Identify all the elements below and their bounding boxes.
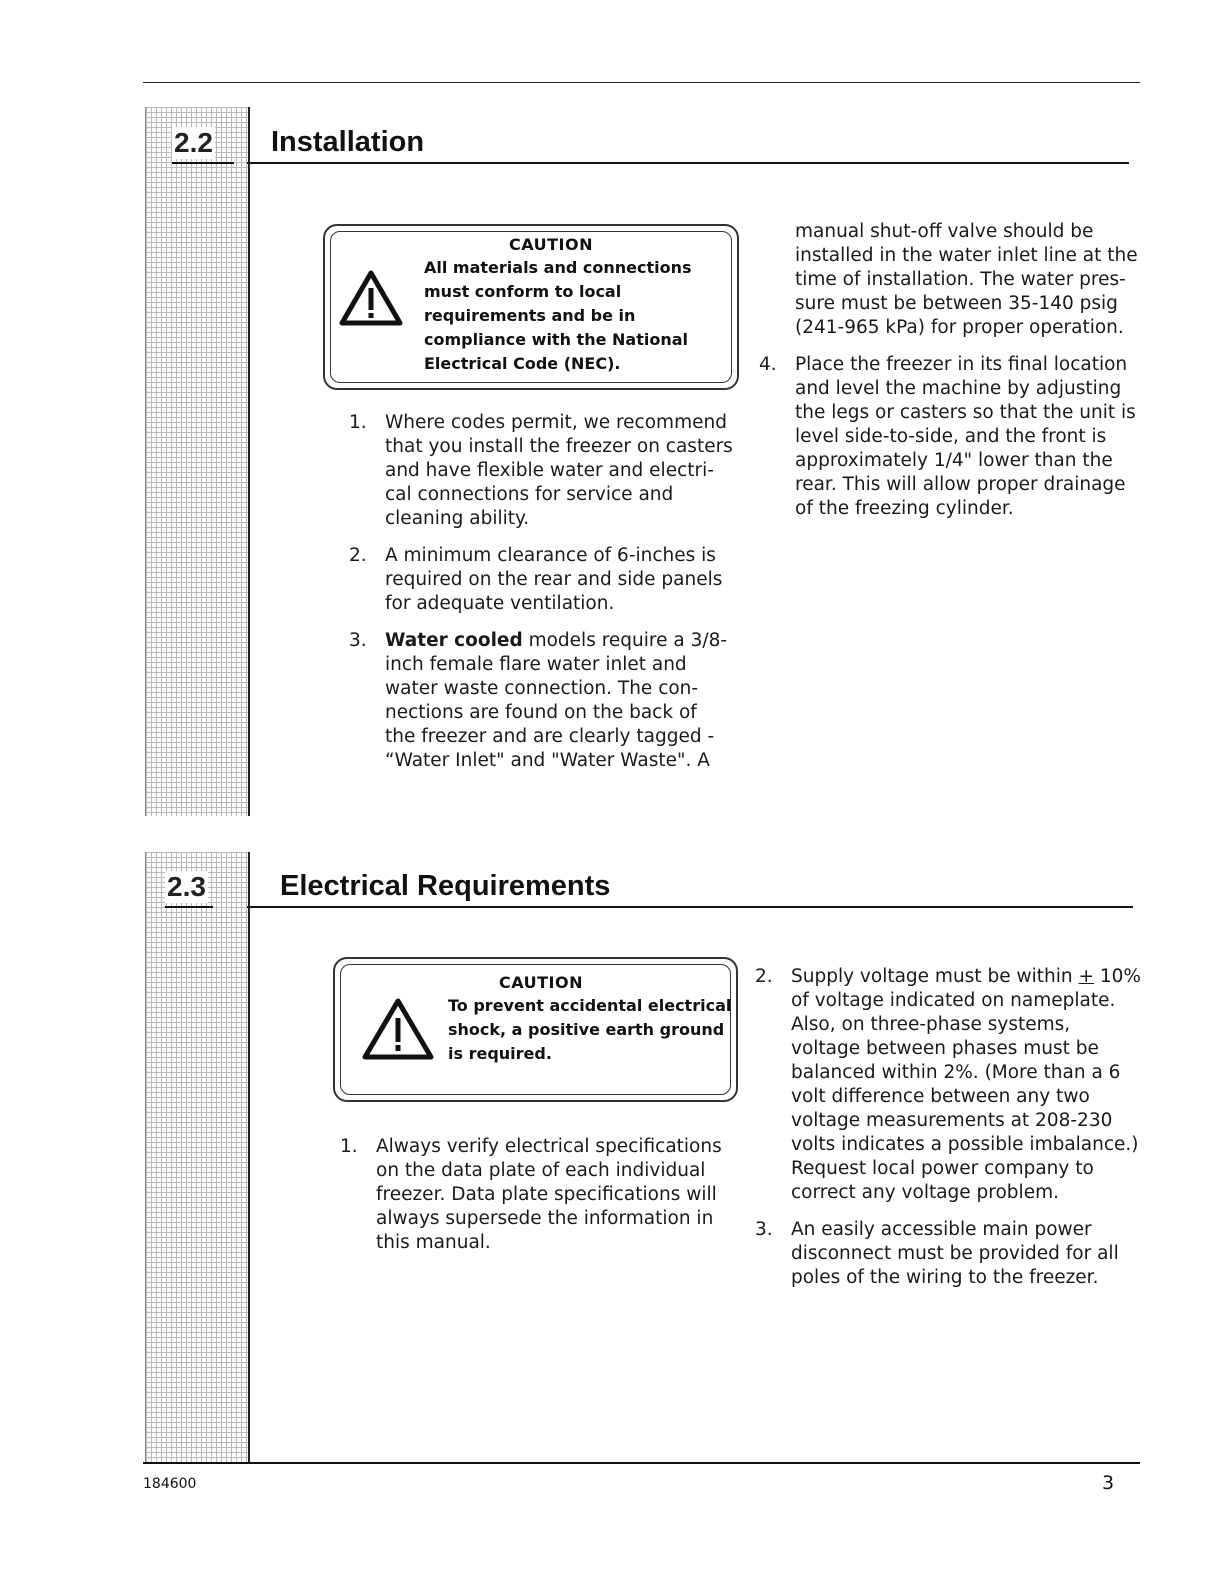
section-number-underline xyxy=(165,906,213,908)
list-item: 1. Where codes permit, we recommend that you install the freezer on casters and have flexible water and electri- cal connections for service and cleaning ability. xyxy=(349,412,733,529)
list-item: 1. Always verify electrical specifications on the data plate of each individual freezer. Data plate specifications will always supersede the information in this manual. xyxy=(340,1136,722,1253)
installation-list-right xyxy=(759,353,1149,534)
caution-title: CAUTION xyxy=(509,235,593,254)
caution-box xyxy=(323,224,739,390)
document-code: 184600 xyxy=(143,1476,197,1492)
installation-list-left xyxy=(349,411,741,786)
warning-triangle-icon xyxy=(339,270,403,326)
section-number-underline xyxy=(172,162,234,164)
warning-triangle-icon xyxy=(362,998,434,1060)
section-number: 2.3 xyxy=(167,871,206,902)
caution-box xyxy=(333,957,738,1102)
section-title-rule xyxy=(247,162,1129,164)
section-title: Electrical Requirements xyxy=(280,870,611,902)
list-item: 2. A minimum clearance of 6-inches is required on the rear and side panels for adequate ventilation. xyxy=(349,545,723,614)
caution-title: CAUTION xyxy=(499,973,583,992)
section-title-rule xyxy=(247,906,1133,908)
electrical-list-left xyxy=(340,1135,740,1268)
list-item: 2. Supply voltage must be within + 10% of voltage indicated on nameplate. Also, on three-phase systems, voltage between phases must be balanced within 2%. (More than a 6 volt difference between any two voltage measurements at 208-230 volts indicates a possible imbalance.) Request local power company to correct any voltage problem. xyxy=(755,966,1141,1203)
item3-continued: manual shut-off valve should be installed in the water inlet line at the time of installation. The water pres- sure must be between 35-140 psig (241-965 kPa) for proper operation. xyxy=(795,221,1138,338)
plus-minus-symbol: + xyxy=(1078,966,1094,987)
list-item: 3. Water cooled models require a 3/8- inch female flare water inlet and water waste connection. The con- nections are found on the back of the freezer and are clearly tagged - “Water Inlet" and "Water Waste". A xyxy=(349,630,728,771)
section-title: Installation xyxy=(271,126,425,158)
header-rule xyxy=(143,82,1140,83)
caution-text: To prevent accidental electrical shock, a positive earth ground is required. xyxy=(448,996,732,1063)
section-grid-strip xyxy=(145,107,250,816)
electrical-list-right xyxy=(755,965,1155,1303)
section-grid-strip xyxy=(145,852,250,1462)
list-item: 3. An easily accessible main power disconnect must be provided for all poles of the wiring to the freezer. xyxy=(755,1219,1119,1288)
caution-text: All materials and connections must conform to local requirements and be in compliance with the National Electrical Code (NEC). xyxy=(424,258,692,373)
list-item: 4. Place the freezer in its final location and level the machine by adjusting the legs or casters so that the unit is level side-to-side, and the front is approximately 1/4" lower than the rear. This will allow proper drainage of the freezing cylinder. xyxy=(759,354,1136,519)
footer-rule xyxy=(143,1462,1140,1464)
section-number: 2.2 xyxy=(174,127,213,158)
page-number: 3 xyxy=(1102,1472,1115,1494)
